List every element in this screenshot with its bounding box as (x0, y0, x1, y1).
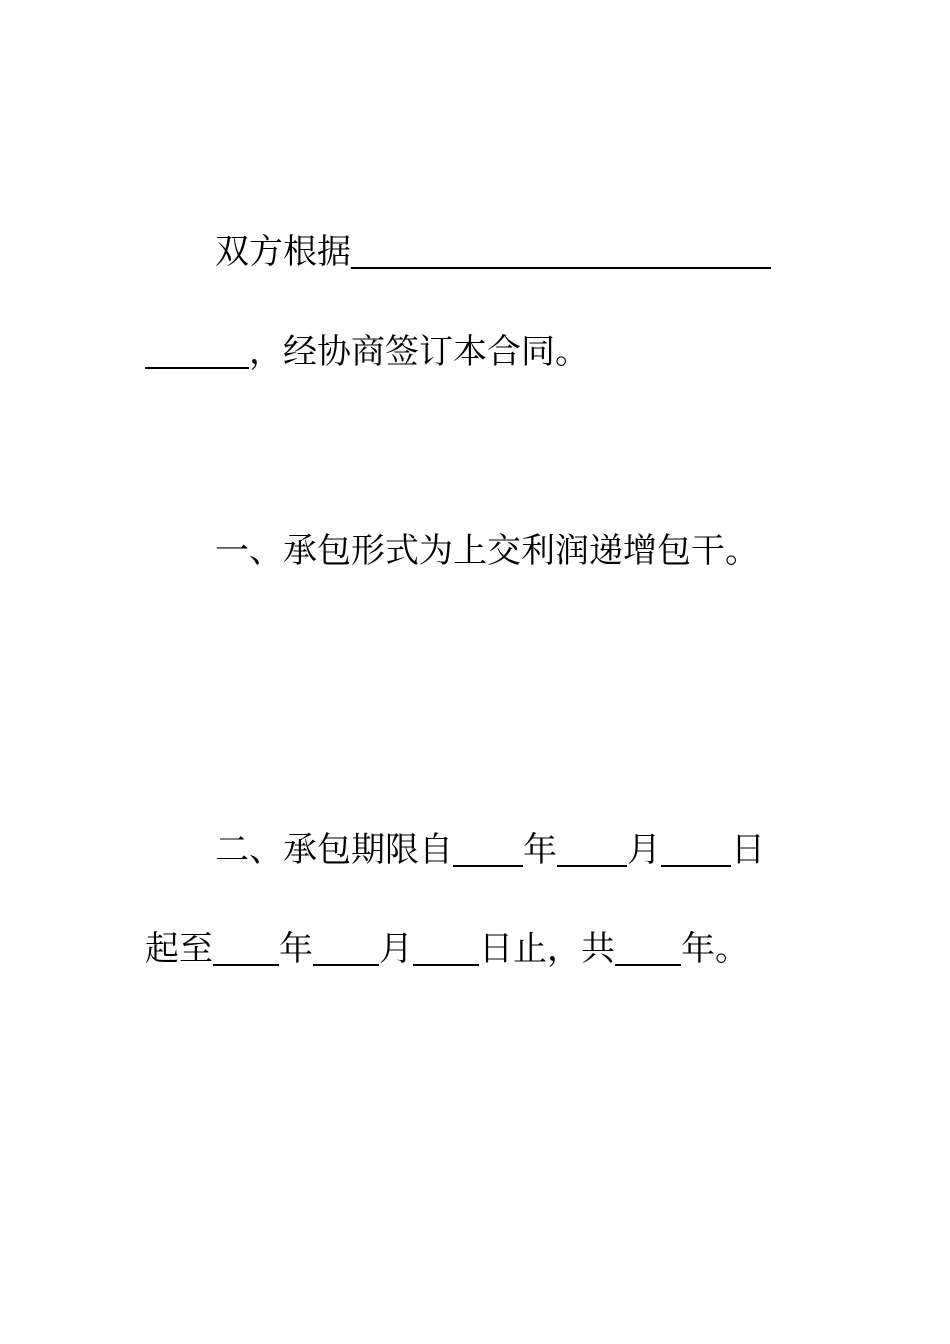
start-day-blank[interactable] (661, 835, 731, 867)
clause-2-label: 二、承包期限自 (215, 830, 453, 870)
month-label: 月 (627, 830, 661, 870)
clause-2-line-1 (215, 830, 765, 870)
start-year-blank[interactable] (453, 835, 523, 867)
end-year-blank[interactable] (213, 934, 279, 966)
basis-line (215, 232, 771, 272)
basis-label: 双方根据 (215, 232, 351, 272)
clause-1 (215, 531, 759, 571)
total-years-blank[interactable] (615, 934, 681, 966)
end-day-blank[interactable] (413, 934, 479, 966)
end-day-label: 日止，共 (479, 929, 615, 969)
end-year-label: 年 (279, 929, 313, 969)
basis-blank-continued[interactable] (145, 337, 249, 369)
agreement-text: ，经协商签订本合同。 (249, 332, 589, 372)
basis-line-continued (145, 332, 589, 372)
total-years-label: 年。 (681, 929, 749, 969)
until-label: 起至 (145, 929, 213, 969)
year-label: 年 (523, 830, 557, 870)
start-month-blank[interactable] (557, 835, 627, 867)
clause-1-text: 一、承包形式为上交利润递增包干。 (215, 531, 759, 571)
clause-2-line-2 (145, 929, 749, 969)
end-month-blank[interactable] (313, 934, 379, 966)
day-label: 日 (731, 830, 765, 870)
basis-blank[interactable] (351, 237, 771, 269)
end-month-label: 月 (379, 929, 413, 969)
